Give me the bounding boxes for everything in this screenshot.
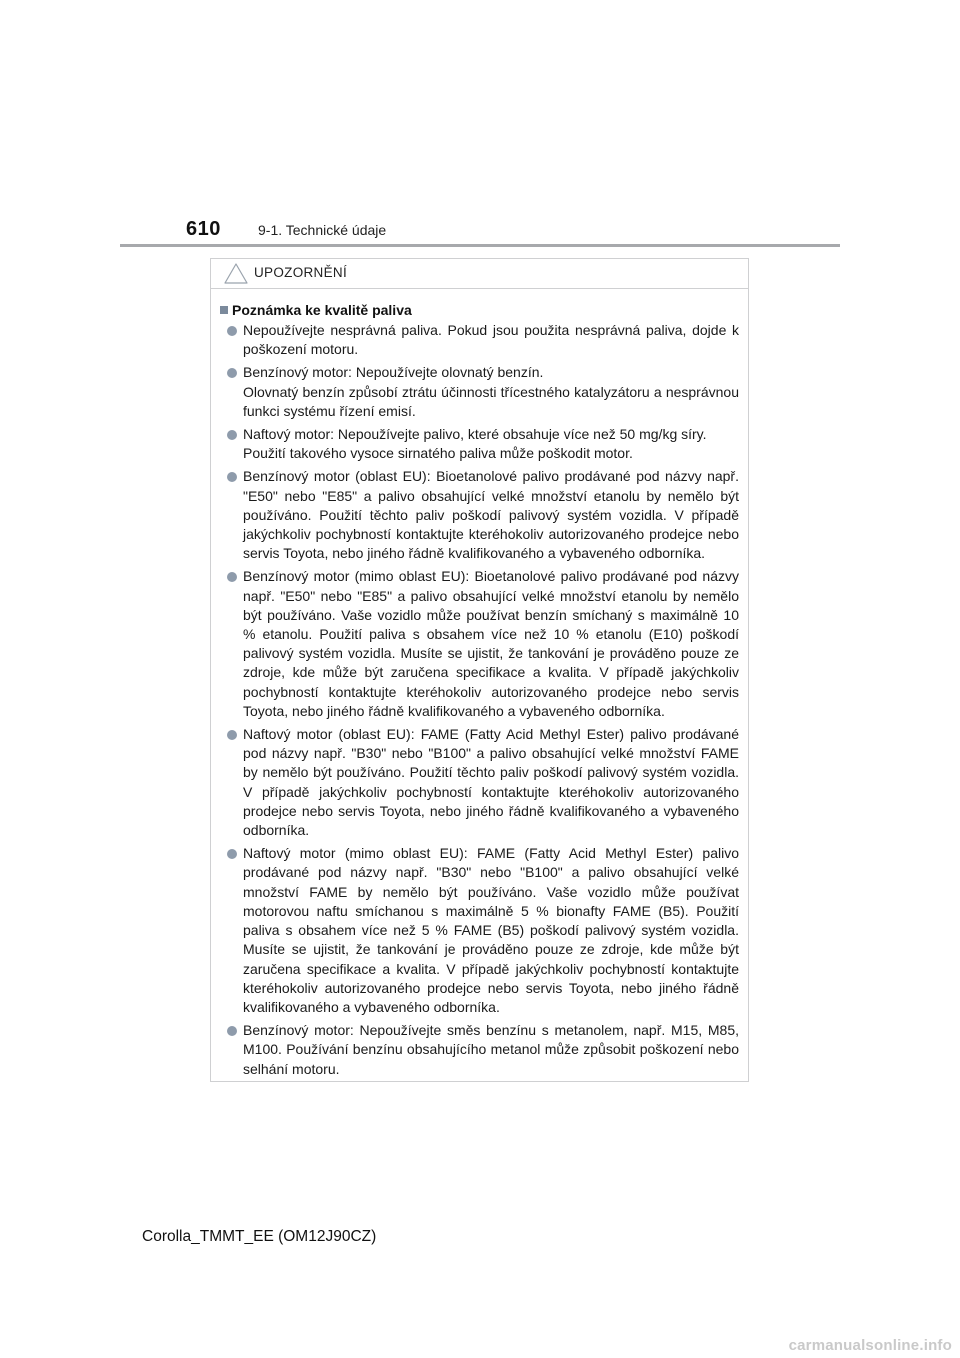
warning-label: UPOZORNĚNÍ [254,265,348,280]
dot-bullet-icon [227,430,237,440]
warning-header [211,259,748,289]
dot-bullet-icon [227,326,237,336]
warning-body [211,289,748,1079]
dot-bullet-icon [227,1026,237,1036]
footer-code: Corolla_TMMT_EE (OM12J90CZ) [142,1228,377,1245]
section-title: 9-1. Technické údaje [258,222,387,238]
warning-box [210,258,749,1082]
list-item-text: Benzínový motor (oblast EU): Bioetanolové palivo prodávané pod názvy např. "E50" nebo "E85" a palivo obsahující velké množství etanolu by nemělo být používáno. Použití těchto paliv poškodí palivový systém vozidla. V případě jakýchkoliv pochybností kontaktujte kteréhokoliv autorizovaného prodejce nebo servis Toyota, nebo jiného řádně kvalifikovaného a vybaveného odborníka. [243,468,739,562]
list-item [220,844,739,1017]
list-item-text: Benzínový motor: Nepoužívejte směs benzínu s metanolem, např. M15, M85, M100. Používání benzínu obsahujícího metanol může způsobit poškození nebo selhání motoru. [243,1022,739,1077]
subheading [220,302,739,318]
warning-triangle-icon [224,263,248,284]
list-item [220,321,739,359]
dot-bullet-icon [227,730,237,740]
subheading-text: Poznámka ke kvalitě paliva [232,302,412,318]
list-item-text: Naftový motor (oblast EU): FAME (Fatty Acid Methyl Ester) palivo prodávané pod názvy např. "B30" nebo "B100" a palivo obsahující velké množství FAME by nemělo být používáno. Použití těchto paliv poškodí palivový systém vozidla. V případě jakýchkoliv pochybností kontaktujte kteréhokoliv autorizovaného prodejce nebo servis Toyota, nebo jiného řádně kvalifikovaného a vybaveného odborníka. [243,726,739,839]
watermark: carmanualsonline.info [788,1337,952,1354]
dot-bullet-icon [227,572,237,582]
list-item [220,363,739,421]
list-item-text: Benzínový motor (mimo oblast EU): Bioetanolové palivo prodávané pod názvy např. "E50" nebo "E85" a palivo obsahující velké množství etanolu by nemělo být používáno. Vaše vozidlo může používat benzín smíchaný s maximálně 10 % etanolu. Použití paliva s obsahem více než 10 % etanolu (E10) poškodí palivový systém vozidla. Musíte se ujistit, že tankování je prováděno pouze ze zdroje, kde může být zaručena specifikace a kvalita. V případě jakýchkoliv pochybností kontaktujte kteréhokoliv autorizovaného prodejce nebo servis Toyota, nebo jiného řádně kvalifikovaného a vybaveného odborníka. [243,568,739,719]
warning-list [220,321,739,1079]
dot-bullet-icon [227,472,237,482]
list-item [220,567,739,721]
list-item [220,1021,739,1079]
list-item [220,425,739,463]
page-number: 610 [186,218,221,240]
list-item-text: Benzínový motor: Nepoužívejte olovnatý benzín. Olovnatý benzín způsobí ztrátu účinnosti třícestného katalyzátoru a nesprávnou funkci systému řízení emisí. [243,364,739,419]
list-item [220,725,739,840]
dot-bullet-icon [227,368,237,378]
list-item-text: Nepoužívejte nesprávná paliva. Pokud jsou použita nesprávná paliva, dojde k poškození motoru. [243,322,739,358]
list-item-text: Naftový motor (mimo oblast EU): FAME (Fatty Acid Methyl Ester) palivo prodávané pod názvy např. "B30" nebo "B100" a palivo obsahující velké množství FAME by nemělo být používáno. Vaše vozidlo může používat motorovou naftu smíchanou s maximálně 5 % bionafty FAME (B5). Použití paliva s obsahem více než 5 % FAME (B5) poškodí palivový systém vozidla. Musíte se ujistit, že tankování je prováděno pouze ze zdroje, kde může být zaručena specifikace a kvalita. V případě jakýchkoliv pochybností kontaktujte kteréhokoliv autorizovaného prodejce nebo servis Toyota, nebo jiného řádně kvalifikovaného a vybaveného odborníka. [243,845,739,1015]
list-item [220,467,739,563]
square-bullet-icon [220,306,228,314]
dot-bullet-icon [227,849,237,859]
list-item-text: Naftový motor: Nepoužívejte palivo, které obsahuje více než 50 mg/kg síry. Použití takového vysoce sirnatého paliva může poškodit motor. [243,426,707,462]
header-rule [120,244,840,247]
